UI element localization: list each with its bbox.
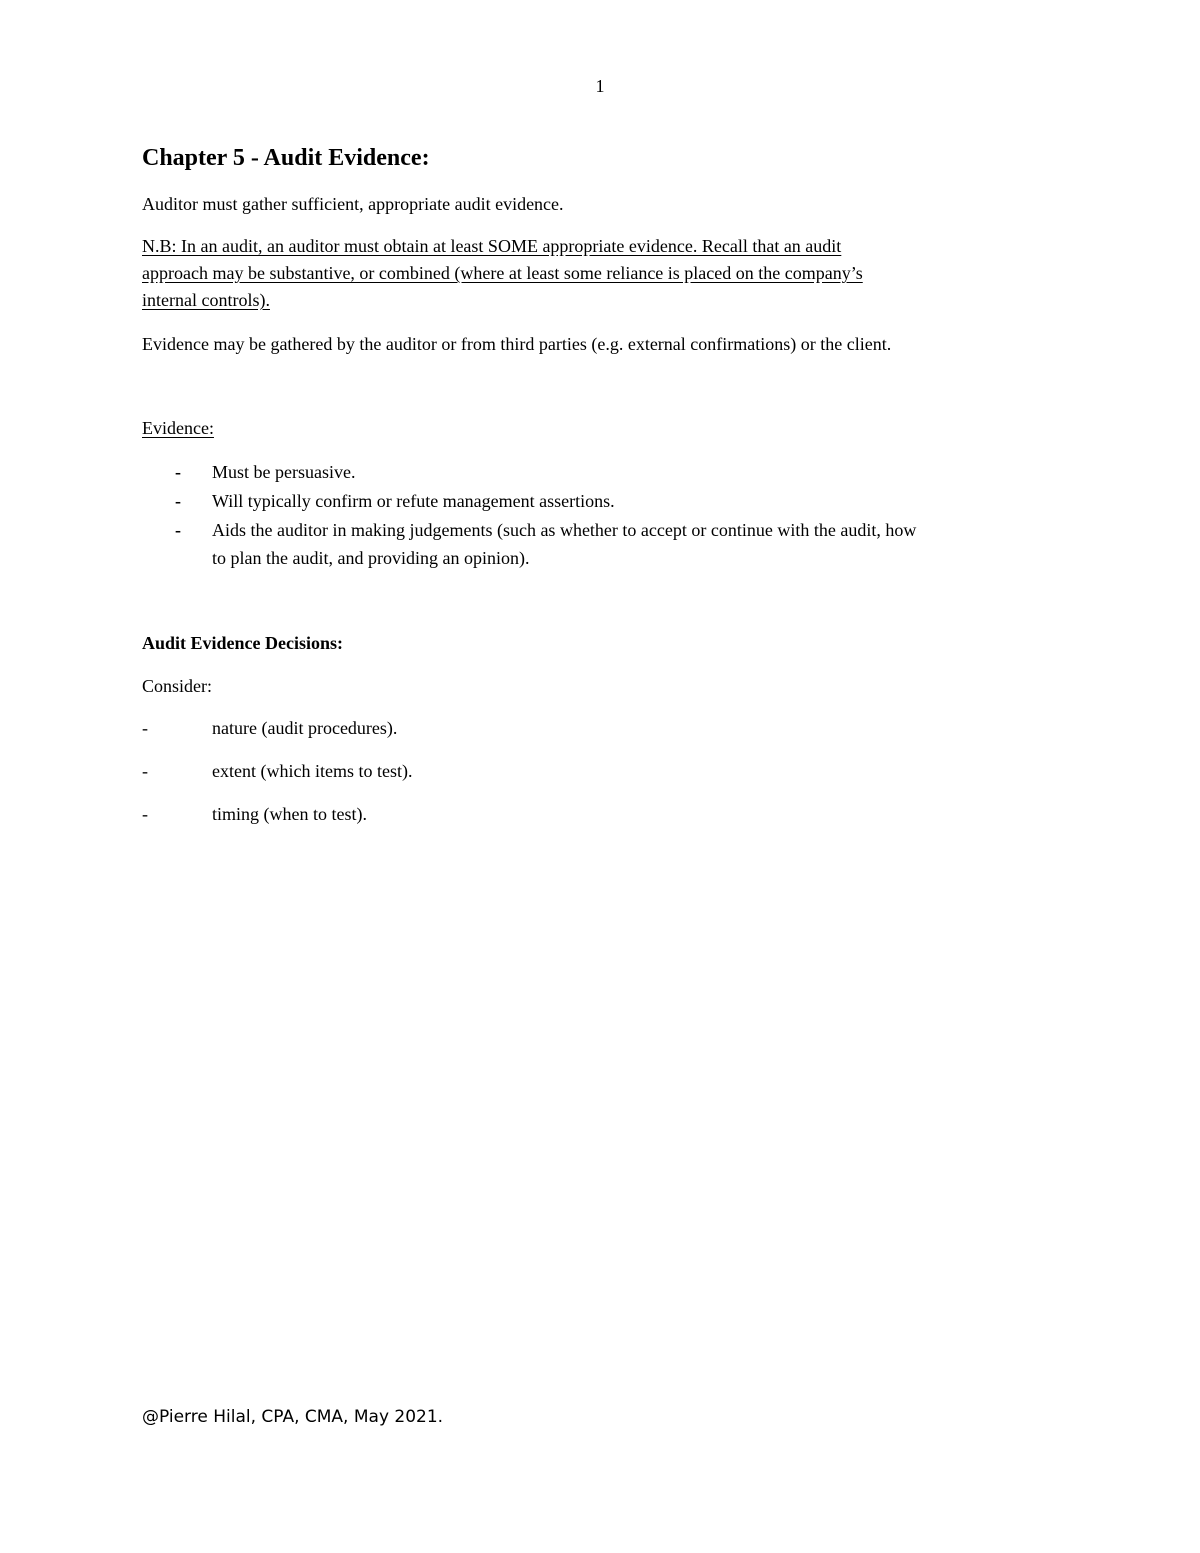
footer-copyright: @Pierre Hilal, CPA, CMA, May 2021. bbox=[142, 1407, 444, 1427]
list-item-text: Aids the auditor in making judgements (such as whether to accept or continue with the audit, how bbox=[212, 520, 917, 540]
list-item-text: to plan the audit, and providing an opinion). bbox=[212, 548, 530, 568]
evidence-list bbox=[142, 458, 1062, 573]
evidence-sources-paragraph: Evidence may be gathered by the auditor or from third parties (e.g. external confirmations) or the client. bbox=[142, 334, 892, 354]
dash-bullet: - bbox=[142, 718, 148, 738]
dash-bullet: - bbox=[175, 462, 181, 482]
list-item-text: nature (audit procedures). bbox=[212, 718, 398, 738]
list-item bbox=[142, 757, 412, 800]
list-item-text: timing (when to test). bbox=[212, 804, 367, 824]
decision-list bbox=[142, 714, 412, 843]
dash-bullet: - bbox=[142, 761, 148, 781]
consider-label: Consider: bbox=[142, 676, 212, 696]
list-item bbox=[142, 516, 1062, 572]
dash-bullet: - bbox=[175, 491, 181, 511]
chapter-title: Chapter 5 - Audit Evidence: bbox=[142, 145, 430, 171]
evidence-heading: Evidence: bbox=[142, 418, 214, 438]
list-item bbox=[142, 714, 412, 757]
nb-note-line: approach may be substantive, or combined (where at least some reliance is placed on the company’s bbox=[142, 263, 863, 283]
list-item-text: Will typically confirm or refute management assertions. bbox=[212, 491, 615, 511]
decisions-heading: Audit Evidence Decisions: bbox=[142, 633, 344, 653]
list-item-text: extent (which items to test). bbox=[212, 761, 413, 781]
list-item-text: Must be persuasive. bbox=[212, 462, 356, 482]
nb-note-line: internal controls). bbox=[142, 290, 270, 310]
list-item bbox=[142, 487, 1062, 515]
dash-bullet: - bbox=[142, 804, 148, 824]
dash-bullet: - bbox=[175, 520, 181, 540]
page-number: 1 bbox=[595, 76, 605, 96]
intro-paragraph: Auditor must gather sufficient, appropriate audit evidence. bbox=[142, 194, 564, 214]
nb-note-paragraph bbox=[142, 233, 1022, 314]
list-item bbox=[142, 800, 412, 843]
nb-note-line: N.B: In an audit, an auditor must obtain at least SOME appropriate evidence. Recall that an audit bbox=[142, 236, 842, 256]
list-item bbox=[142, 458, 1062, 486]
